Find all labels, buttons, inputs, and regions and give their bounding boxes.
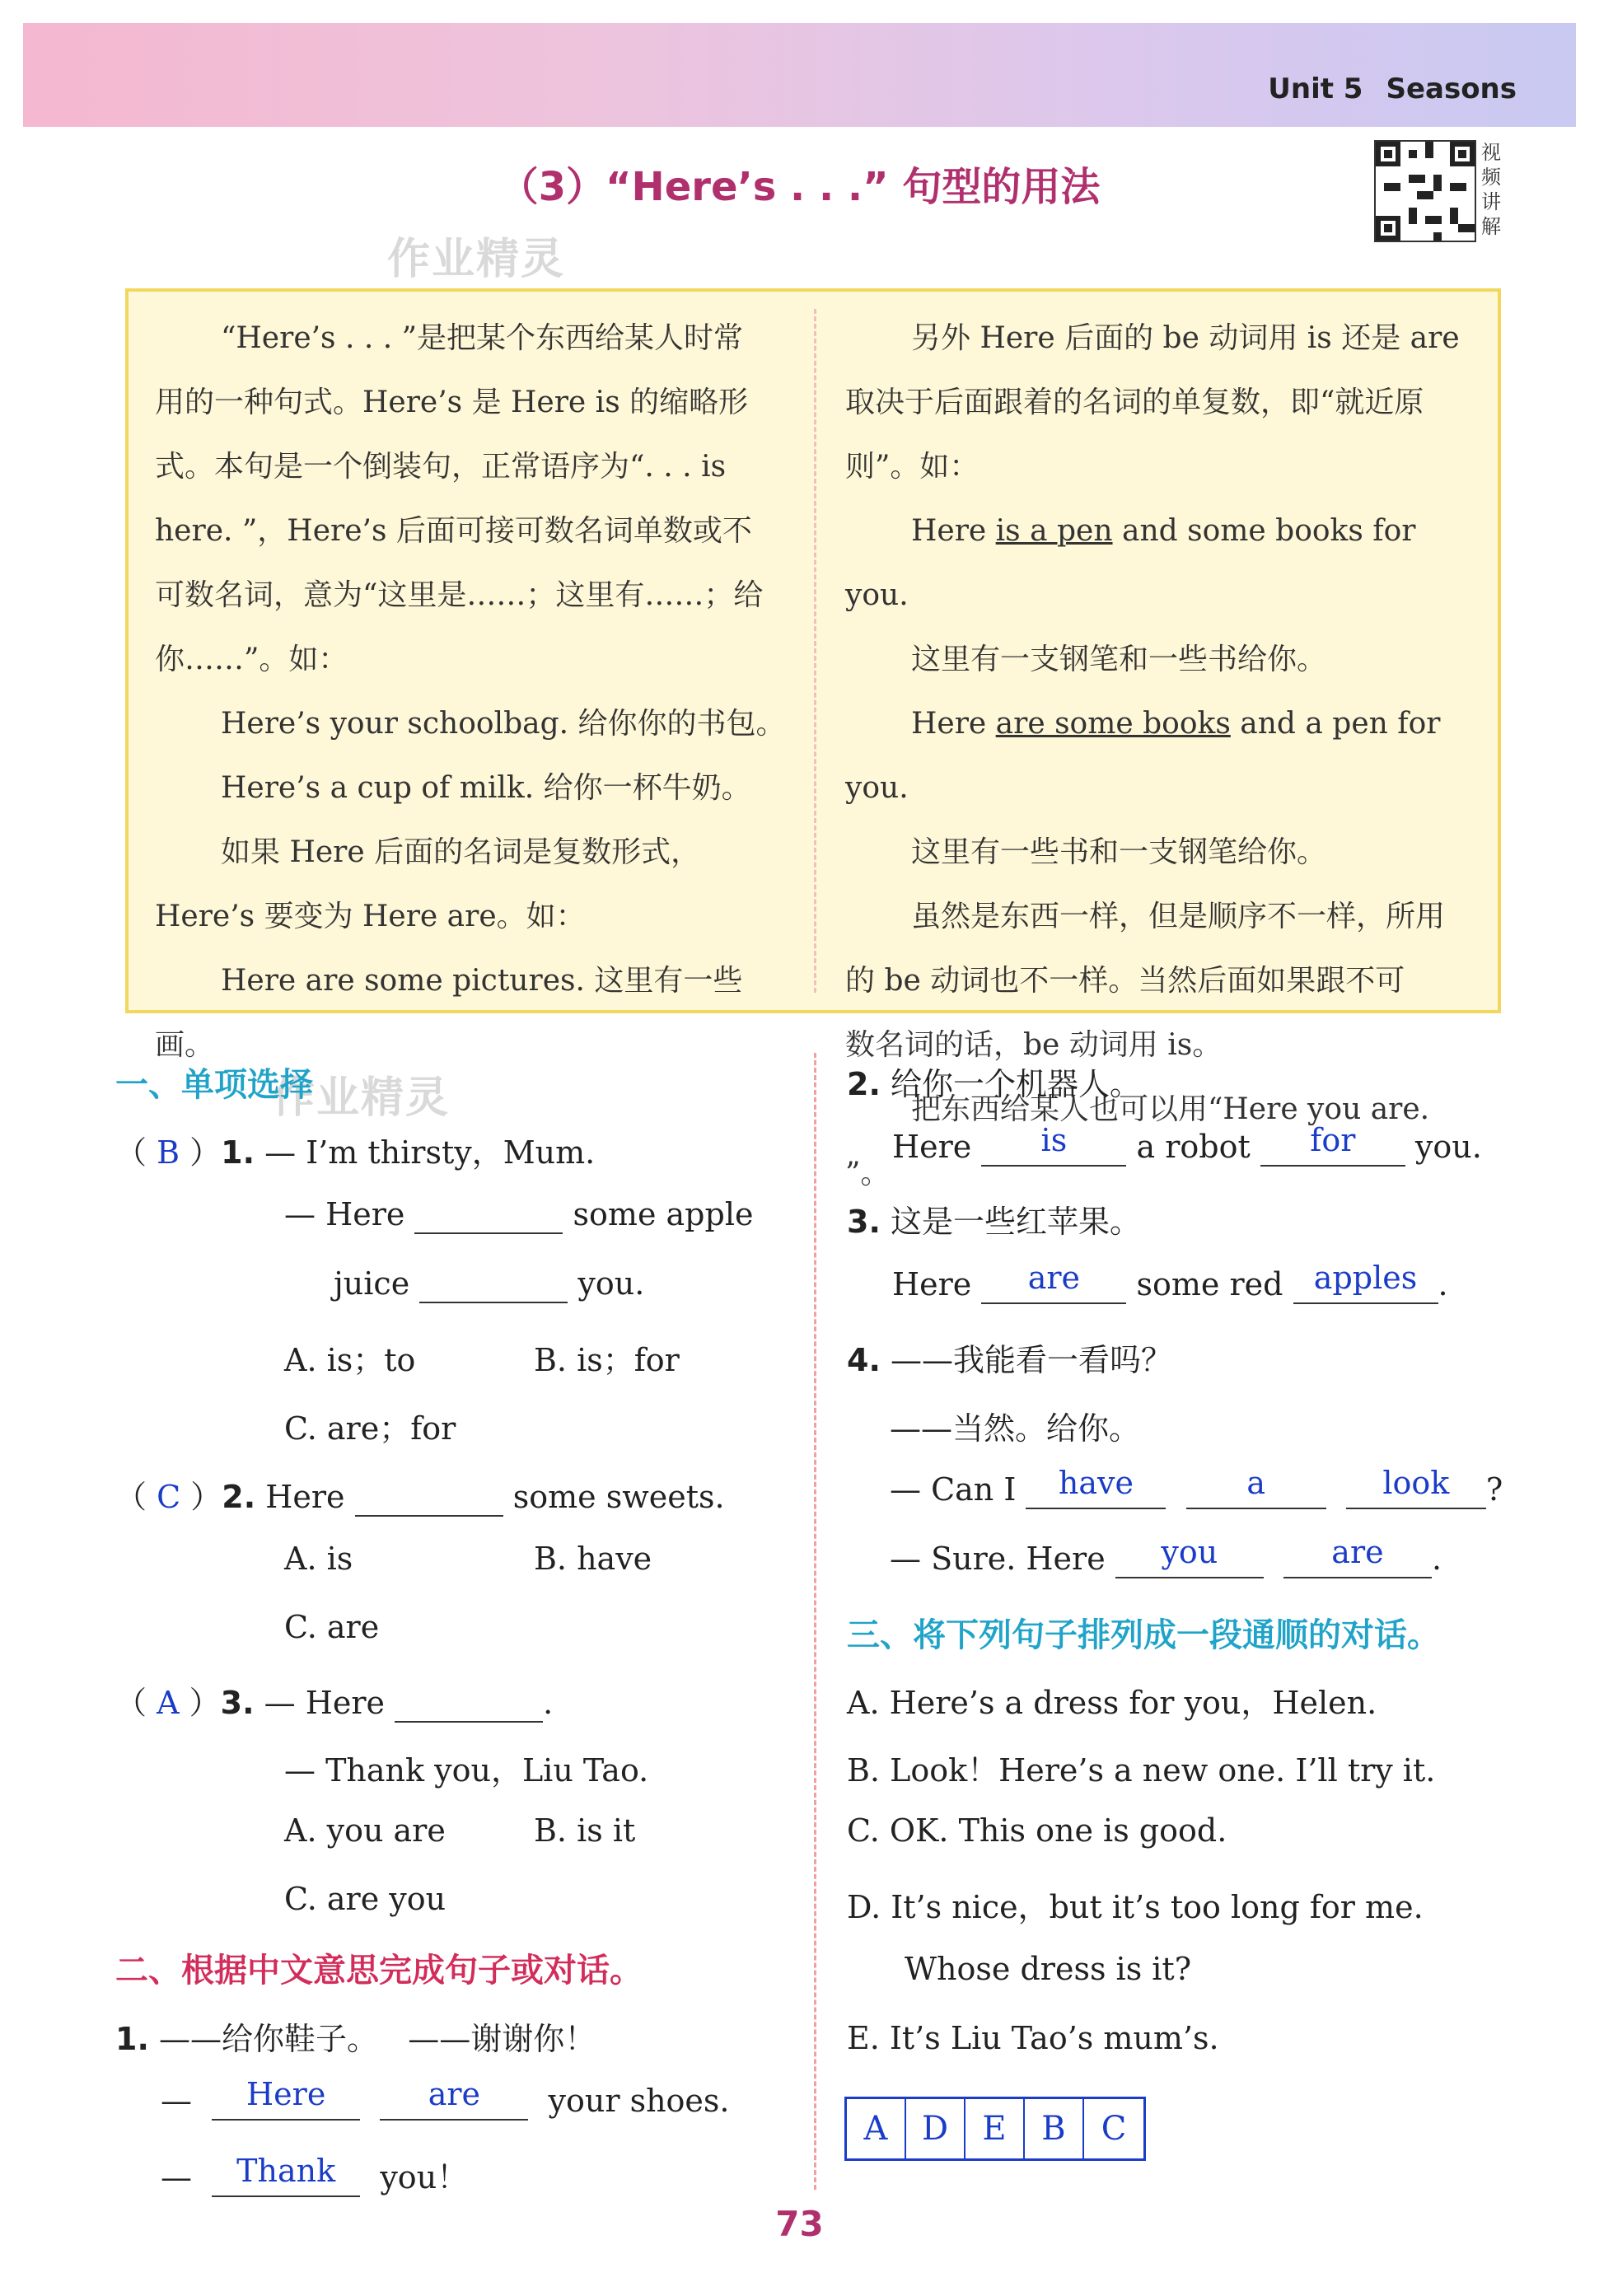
s2-q2-chinese (847, 1059, 1141, 1104)
s2-q1-number: 1. (115, 2021, 149, 2057)
s2-q2-answer: is (1040, 1122, 1068, 1158)
s2-q4-answer: look (1382, 1465, 1450, 1501)
s3-item: C. OK. This one is good. (847, 1812, 1227, 1849)
example-underlined: are some books (995, 707, 1231, 741)
s2-q4-text: — Sure. Here (890, 1541, 1106, 1577)
note-example (845, 692, 1480, 821)
s2-q4-answer: you (1161, 1534, 1218, 1570)
q3-text: — Here (264, 1685, 385, 1721)
s3-item: E. It’s Liu Tao’s mum’s. (847, 2020, 1219, 2056)
s2-q1-text: your shoes. (548, 2083, 730, 2119)
s2-q3-text: Here (892, 1266, 972, 1302)
q3-stem: （ A ）3. — Here . (115, 1685, 554, 1721)
q3-number: 3. (220, 1685, 255, 1721)
qr-label-char: 频 (1481, 166, 1501, 189)
q3-option-c[interactable]: C. are you (284, 1881, 447, 1917)
dash: — (161, 2159, 192, 2195)
dash: — (161, 2083, 192, 2119)
s2-q2-text: Here (892, 1129, 972, 1165)
q1-text: some apple (573, 1196, 754, 1232)
q1-stem: （ B ）1. — I’m thirsty，Mum. (115, 1134, 596, 1171)
q1-option-a[interactable]: A. is；to (284, 1342, 416, 1378)
q1-line2 (284, 1196, 753, 1234)
order-cell[interactable]: B (1025, 2099, 1084, 2158)
qr-label-char: 解 (1481, 215, 1501, 238)
note-line: 把东西给某人也可以用“Here you are. ”。 (845, 1092, 1430, 1190)
qr-label-char: 讲 (1481, 190, 1501, 213)
q1-text: — Here (284, 1196, 405, 1232)
s2-q1-answer: Thank (236, 2153, 336, 2189)
answer-order-box (844, 2097, 1146, 2161)
qr-pattern (1376, 142, 1475, 241)
s2-q1-text: you！ (380, 2159, 469, 2195)
q1-option-c[interactable]: C. are；for (284, 1410, 456, 1447)
s2-q4-answer: are (1331, 1534, 1384, 1570)
q1-line3 (334, 1265, 644, 1303)
note-line: 用的一种句式。Here’s 是 Here is 的缩略形 (155, 386, 749, 419)
s2-q1-chinese (115, 2013, 596, 2059)
q3-option-a[interactable]: A. you are (284, 1812, 446, 1849)
q1-blank[interactable] (419, 1265, 568, 1303)
q1-answer: B (157, 1134, 180, 1171)
note-line: 数名词的话，be 动词用 is。 (845, 1028, 1223, 1062)
s2-q2-cn: 给你一个机器人。 (890, 1066, 1141, 1102)
s2-q3-cn: 这是一些红苹果。 (890, 1204, 1141, 1240)
q1-option-b[interactable]: B. is；for (534, 1342, 680, 1378)
q3-option-b[interactable]: B. is it (534, 1812, 636, 1849)
q2-option-c[interactable]: C. are (284, 1609, 380, 1645)
s2-q4-blank[interactable] (1186, 1465, 1326, 1509)
s2-q4-chinese1 (847, 1335, 1172, 1380)
q2-number: 2. (222, 1479, 256, 1515)
page-number: 73 (775, 2204, 824, 2244)
s2-q2-blank[interactable] (981, 1122, 1126, 1167)
order-cell[interactable]: E (965, 2099, 1025, 2158)
note-line: 的 be 动词也不一样。当然后面如果跟不可 (845, 964, 1405, 998)
example-text: and some books for you. (845, 514, 1416, 612)
s2-q3-blank[interactable] (1293, 1260, 1438, 1304)
q3-line2: — Thank you，Liu Tao. (284, 1752, 649, 1789)
note-line: 这里有一些书和一支钢笔给你。 (911, 835, 1327, 869)
example-text: Here (911, 707, 996, 741)
s2-q2-number: 2. (847, 1066, 881, 1102)
section2-heading: 二、根据中文意思完成句子或对话。 (115, 1952, 643, 1990)
note-line: 式。本句是一个倒装句，正常语序为“. . . is (155, 450, 727, 484)
q3-text: . (543, 1685, 554, 1721)
s2-q4-answer: have (1058, 1465, 1134, 1501)
s2-q1-blank[interactable] (212, 2076, 360, 2121)
s2-q1-line2 (161, 2152, 468, 2197)
q2-blank[interactable] (355, 1479, 503, 1517)
s2-q3-answer: apples (1313, 1260, 1418, 1296)
note-line: 这里有一支钢笔和一些书给你。 (911, 643, 1327, 676)
note-line: 则”。如： (845, 450, 980, 484)
q2-text: Here (265, 1479, 345, 1515)
note-line: 取决于后面跟着的名词的单复数，即“就近原 (845, 386, 1424, 419)
s2-q4-chinese2: ——当然。给你。 (890, 1410, 1141, 1447)
note-line: 你……”。如： (155, 643, 348, 676)
s2-q2-blank[interactable] (1260, 1122, 1405, 1167)
section3-heading: 三、将下列句子排列成一段通顺的对话。 (847, 1616, 1440, 1654)
note-line: Here’s 要变为 Here are。如： (155, 900, 586, 933)
watermark: 作业精灵 (272, 1073, 451, 1123)
s2-q4-blank[interactable] (1026, 1465, 1166, 1509)
qr-code-icon[interactable] (1374, 140, 1476, 242)
example-text: Here (911, 514, 996, 548)
s3-item: D. It’s nice，but it’s too long for me. (847, 1889, 1424, 1925)
q2-stem: （ C ）2. Here some sweets. (115, 1479, 725, 1515)
note-line: 另外 Here 后面的 be 动词用 is 还是 are (911, 321, 1460, 355)
watermark: 作业精灵 (387, 235, 566, 284)
q1-number: 1. (221, 1134, 255, 1171)
note-example: Here’s your schoolbag. 给你你的书包。 (221, 707, 786, 741)
order-cell[interactable]: A (847, 2099, 906, 2158)
note-line: here. ”，Here’s 后面可接可数名词单数或不 (155, 514, 752, 548)
q3-blank[interactable] (395, 1685, 543, 1723)
s2-q3-answer: are (1027, 1260, 1081, 1296)
note-example (845, 499, 1480, 628)
s2-q1-cn: ——谢谢你！ (408, 2021, 596, 2057)
s2-q4-number: 4. (847, 1342, 881, 1378)
unit-label: Unit 5 (1268, 72, 1363, 105)
s3-item: B. Look！Here’s a new one. I’ll try it. (847, 1752, 1436, 1789)
note-example: Here’s a cup of milk. 给你一杯牛奶。 (221, 771, 751, 805)
s3-item-continued: Whose dress is it? (905, 1951, 1192, 1987)
note-line: 虽然是东西一样，但是顺序不一样，所用 (911, 900, 1446, 933)
section1-heading: 一、单项选择 (115, 1066, 313, 1104)
s2-q3-text: some red (1136, 1266, 1283, 1302)
note-line: 如果 Here 后面的名词是复数形式， (221, 835, 701, 869)
example-underlined: is a pen (995, 514, 1113, 548)
s2-q4-blank[interactable] (1346, 1465, 1486, 1509)
example-text: and a pen for you. (845, 707, 1441, 805)
note-example: Here are some pictures. 这里有一些画。 (155, 964, 743, 1062)
s2-q2-line (892, 1122, 1482, 1167)
s2-q3-number: 3. (847, 1204, 881, 1240)
note-divider (814, 309, 816, 993)
s2-q3-line (892, 1260, 1448, 1304)
qr-label (1481, 140, 1506, 239)
s3-item: A. Here’s a dress for you，Helen. (847, 1685, 1377, 1721)
s2-q4-answer: a (1246, 1465, 1265, 1501)
s2-q1-answer: are (428, 2076, 480, 2112)
q1-text: juice (334, 1265, 410, 1302)
s2-q4-text: . (1431, 1541, 1442, 1577)
s2-q4-text: — Can I (890, 1471, 1017, 1508)
order-cell[interactable]: C (1101, 2110, 1127, 2148)
s2-q4-line1 (890, 1465, 1503, 1509)
note-line: 可数名词，意为“这里是……；这里有……；给 (155, 578, 764, 612)
s2-q2-text: a robot (1136, 1129, 1251, 1165)
note-line: “Here’s . . . ”是把某个东西给某人时常 (221, 321, 744, 355)
q1-blank[interactable] (414, 1196, 563, 1234)
q2-text: some sweets. (512, 1479, 725, 1515)
s2-q2-text: you. (1414, 1129, 1482, 1165)
q2-option-a[interactable]: A. is (284, 1541, 353, 1577)
s2-q1-blank[interactable] (380, 2076, 528, 2121)
q2-answer: C (157, 1479, 181, 1515)
s2-q1-cn: ——给你鞋子。 (158, 2021, 378, 2057)
q1-text: you. (577, 1265, 645, 1302)
q3-answer: A (157, 1685, 180, 1721)
s2-q1-line1 (161, 2076, 730, 2121)
note-left-column (155, 306, 789, 1078)
header-unit (1268, 72, 1517, 105)
order-cell[interactable]: D (906, 2099, 965, 2158)
s2-q3-chinese (847, 1196, 1141, 1242)
page-title: （3）“Here’s . . .” 句型的用法 (498, 164, 1101, 210)
s2-q1-blank[interactable] (212, 2153, 360, 2197)
s2-q1-answer: Here (246, 2076, 326, 2112)
qr-label-char: 视 (1481, 141, 1501, 164)
s2-q2-answer: for (1310, 1122, 1356, 1158)
s2-q4-blank[interactable] (1283, 1534, 1432, 1578)
s2-q4-blank[interactable] (1115, 1534, 1264, 1578)
column-divider (814, 1053, 816, 2190)
s2-q3-blank[interactable] (981, 1260, 1126, 1304)
s2-q4-text: ? (1485, 1471, 1503, 1508)
s2-q4-cn: ——我能看一看吗？ (890, 1342, 1172, 1378)
q2-option-b[interactable]: B. have (534, 1541, 652, 1577)
q1-text: — I’m thirsty，Mum. (264, 1134, 596, 1171)
unit-topic: Seasons (1386, 72, 1517, 105)
s2-q3-text: . (1438, 1266, 1448, 1302)
s2-q4-line2 (890, 1534, 1442, 1578)
